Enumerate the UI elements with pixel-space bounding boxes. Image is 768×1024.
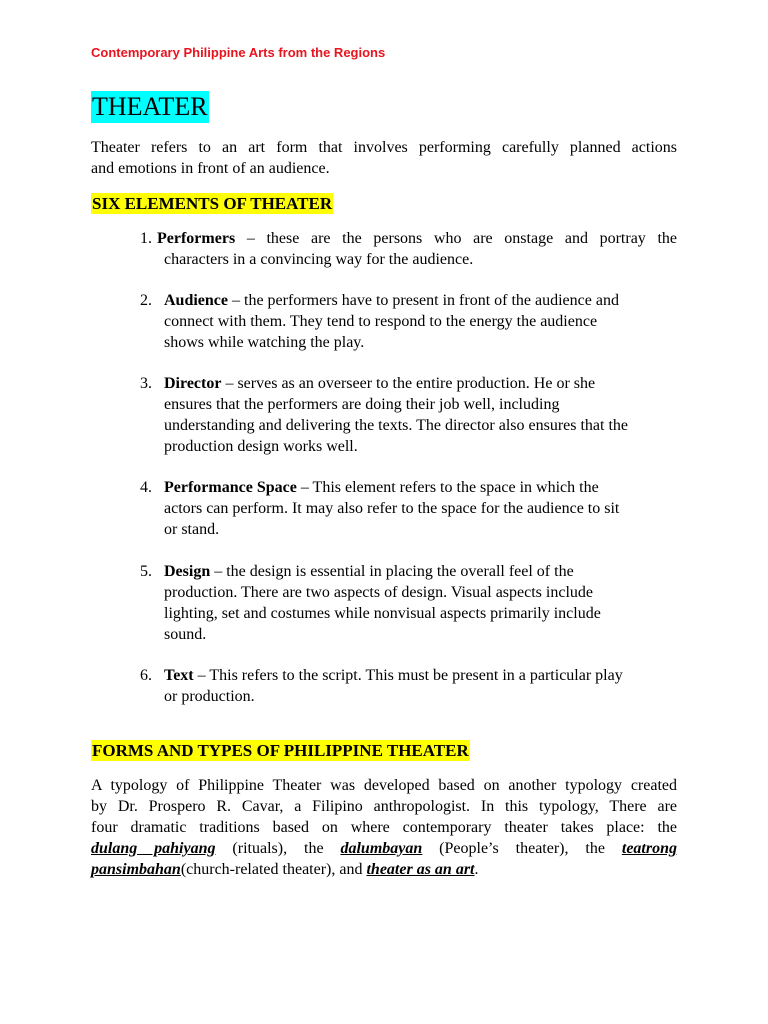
list-line: connect with them. They tend to respond to the energy the audience xyxy=(164,313,598,330)
element-term: Performers xyxy=(157,230,236,247)
forms-line: by Dr. Prospero R. Cavar, a Filipino anthropologist. In this typology, There are xyxy=(91,798,677,815)
term-dalumbayan: dalumbayan xyxy=(340,840,423,857)
list-line: ensures that the performers are doing their job well, including xyxy=(164,396,560,413)
list-number: 4. xyxy=(140,479,152,496)
forms-line: A typology of Philippine Theater was developed based on another typology created xyxy=(91,777,677,794)
term-theater-as-an-art: theater as an art xyxy=(366,861,475,878)
forms-line xyxy=(91,859,677,880)
list-number: 5. xyxy=(140,563,152,580)
section-heading-elements: SIX ELEMENTS OF THEATER xyxy=(92,194,333,213)
forms-line: four dramatic traditions based on where contemporary theater takes place: the xyxy=(91,819,677,836)
list-first-line xyxy=(164,665,677,686)
list-line: actors can perform. It may also refer to the space for the audience to sit xyxy=(164,500,620,517)
intro-line: and emotions in front of an audience. xyxy=(91,160,330,177)
list-line: production design works well. xyxy=(164,438,358,455)
intro-paragraph xyxy=(91,137,677,179)
list-line: characters in a convincing way for the audience. xyxy=(164,251,474,268)
element-term: Audience xyxy=(164,292,228,309)
list-number: 6. xyxy=(140,667,152,684)
element-term: Director xyxy=(164,375,222,392)
forms-paragraph xyxy=(91,775,677,880)
page-header: Contemporary Philippine Arts from the Regions xyxy=(91,45,386,60)
list-number: 2. xyxy=(140,292,152,309)
list-line: or production. xyxy=(164,688,255,705)
list-line: understanding and delivering the texts. The director also ensures that the xyxy=(164,417,629,434)
page-title: THEATER xyxy=(92,92,208,121)
list-first-line xyxy=(164,373,677,394)
term-dulang-pahiyang: dulang pahiyang xyxy=(91,840,216,857)
forms-line xyxy=(91,838,677,859)
element-term: Performance Space xyxy=(164,479,297,496)
element-description: – the design is essential in placing the overall feel of the xyxy=(210,563,574,580)
intro-line: Theater refers to an art form that involves performing carefully planned actions xyxy=(91,139,677,156)
forms-text: (rituals), the xyxy=(215,840,341,857)
list-first-line xyxy=(164,477,677,498)
forms-text: (church-related theater), and xyxy=(180,861,367,878)
list-first-line xyxy=(164,561,677,582)
list-line: sound. xyxy=(164,626,207,643)
element-description: – This refers to the script. This must be present in a particular play xyxy=(193,667,623,684)
list-line: lighting, set and costumes while nonvisual aspects primarily include xyxy=(164,605,601,622)
list-number: 1. xyxy=(140,230,152,247)
list-line: shows while watching the play. xyxy=(164,334,365,351)
forms-text: (People’s theater), the xyxy=(422,840,622,857)
element-description: – This element refers to the space in which the xyxy=(296,479,599,496)
element-term: Design xyxy=(164,563,211,580)
list-line: or stand. xyxy=(164,521,220,538)
element-description: – serves as an overseer to the entire production. He or she xyxy=(221,375,596,392)
element-description: – the performers have to present in front of the audience and xyxy=(228,292,619,309)
element-description: – these are the persons who are onstage and portray the xyxy=(235,230,677,247)
term-pansimbahan: pansimbahan xyxy=(91,861,181,878)
list-number: 3. xyxy=(140,375,152,392)
section-heading-forms: FORMS AND TYPES OF PHILIPPINE THEATER xyxy=(92,741,469,760)
element-term: Text xyxy=(164,667,194,684)
forms-text: . xyxy=(474,861,479,878)
list-first-line xyxy=(164,290,677,311)
term-teatrong: teatrong xyxy=(621,840,677,857)
list-first-line xyxy=(157,228,677,249)
list-line: production. There are two aspects of design. Visual aspects include xyxy=(164,584,593,601)
